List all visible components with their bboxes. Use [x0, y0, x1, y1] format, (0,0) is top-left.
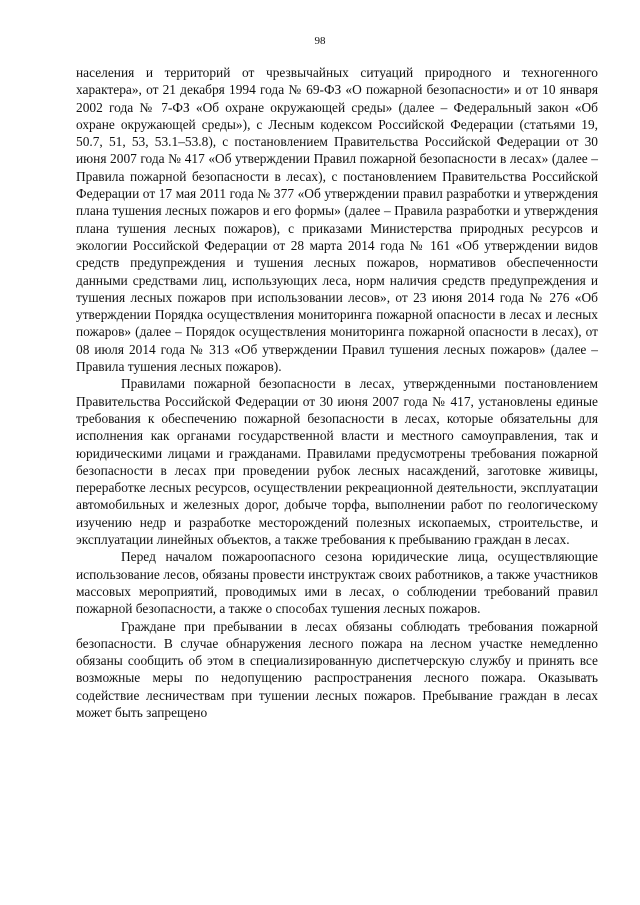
paragraph-fire-safety-rules: Правилами пожарной безопасности в лесах, утвержденными постановлением Правительства Российской Федерации от 30 июня 2007 года № 417, установлены единые требования к обеспечению пожарной безопасности в лесах, которые обязательны для исполнения как органами государственной власти и местного самоуправления, так и юридическими лицами и гражданами. Правилами предусмотрены требования пожарной безопасности в лесах при проведении рубок лесных насаждений, заготовке живицы, переработке лесных ресурсов, осуществлении рекреационной деятельности, эксплуатации автомобильных и железных дорог, добыче торфа, выполнении работ по геологическому изучению недр и разработке месторождений полезных ископаемых, строительстве, и эксплуатации линейных объектов, а также требования к пребыванию граждан в лесах. [76, 376, 598, 548]
page-number: 98 [314, 35, 326, 47]
body-text [76, 64, 598, 721]
paragraph-citizens-duties: Граждане при пребывании в лесах обязаны соблюдать требования пожарной безопасности. В случае обнаружения лесного пожара на лесном участке немедленно обязаны сообщить об этом в специализированную диспетчерскую службу и принять все возможные меры по недопущению распространения лесного пожара. Оказывать содействие лесничествам при тушении лесных пожаров. Пребывание граждан в лесах может быть запрещено [76, 618, 598, 720]
paragraph-laws-list: населения и территорий от чрезвычайных ситуаций природного и техногенного характера», от 21 декабря 1994 года № 69-ФЗ «О пожарной безопасности» и от 10 января 2002 года № 7-ФЗ «Об охране окружающей среды» (далее – Федеральный закон «Об охране окружающей среды»), с Лесным кодексом Российской Федерации (статьями 19, 50.7, 51, 53, 53.1–53.8), с постановлением Правительства Российской Федерации от 30 июня 2007 года № 417 «Об утверждении Правил пожарной безопасности в лесах» (далее – Правила пожарной безопасности в лесах), с постановлением Правительства Российской Федерации от 17 мая 2011 года № 377 «Об утверждении правил разработки и утверждения плана тушения лесных пожаров и его формы» (далее – Правила разработки и утверждения плана тушения лесных пожаров), с приказами Министерства природных ресурсов и экологии Российской Федерации от 28 марта 2014 года № 161 «Об утверждении видов средств предупреждения и тушения лесных пожаров, нормативов обеспеченности данными средствами лиц, использующих леса, норм наличия средств предупреждения и тушения лесных пожаров при использовании лесов», от 23 июня 2014 года № 276 «Об утверждении Порядка осуществления мониторинга пожарной опасности в лесах и лесных пожаров» (далее – Порядок осуществления мониторинга пожарной опасности в лесах), от 08 июля 2014 года № 313 «Об утверждении Правил тушения лесных пожаров» (далее – Правила тушения лесных пожаров). [76, 65, 598, 375]
paragraph-instruction-before-season: Перед началом пожароопасного сезона юридические лица, осуществляющие использование лесов, обязаны провести инструктаж своих работников, а также участников массовых мероприятий, проводимых ими в лесах, о соблюдении требований правил пожарной безопасности, а также о способах тушения лесных пожаров. [76, 549, 598, 617]
